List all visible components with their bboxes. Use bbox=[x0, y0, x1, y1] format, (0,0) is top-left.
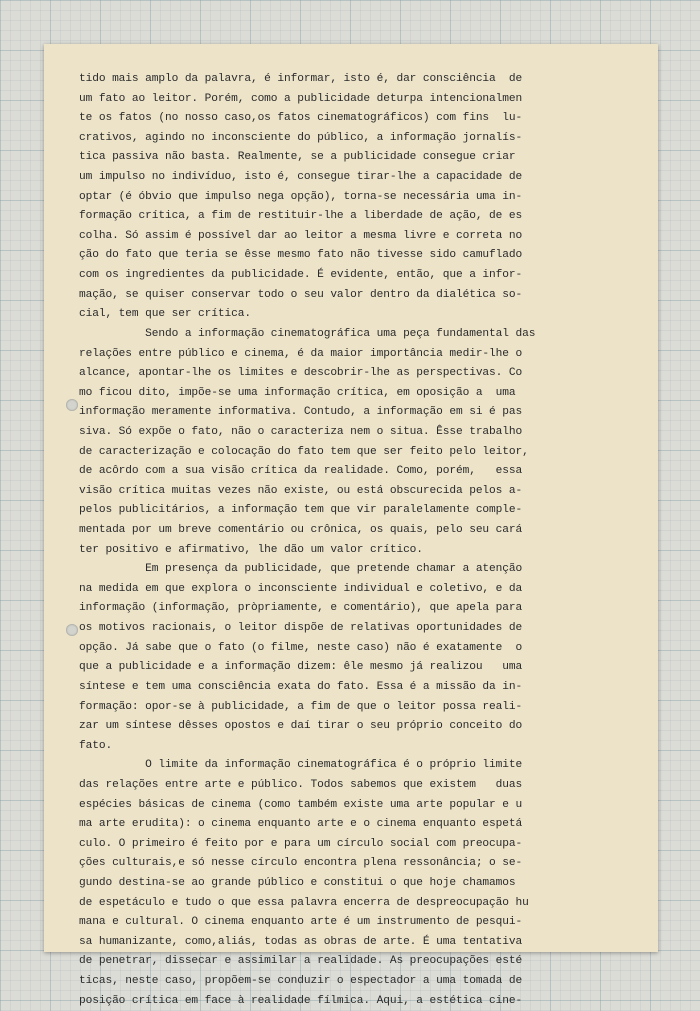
text-line: os motivos racionais, o leitor dispõe de relativas oportunidades de bbox=[79, 622, 523, 635]
text-line: informação (informação, pròpriamente, e comentário), que apela para bbox=[79, 602, 523, 615]
text-line: fato. bbox=[79, 739, 113, 752]
text-line: visão crítica muitas vezes não existe, ou está obscurecida pelos a- bbox=[79, 484, 523, 497]
text-line: mana e cultural. O cinema enquanto arte é um instrumento de pesqui- bbox=[79, 916, 523, 929]
text-line: te os fatos (no nosso caso,os fatos cinematográficos) com fins lu- bbox=[79, 112, 523, 125]
text-line: culo. O primeiro é feito por e para um círculo social com preocupa- bbox=[79, 837, 523, 850]
text-line: ção do fato que teria se êsse mesmo fato não tivesse sido camuflado bbox=[79, 249, 523, 262]
text-line: posição crítica em face à realidade fílmica. Aqui, a estética cine- bbox=[79, 994, 523, 1007]
text-line: Sendo a informação cinematográfica uma peça fundamental das bbox=[79, 327, 536, 340]
text-line: síntese e tem uma consciência exata do fato. Essa é a missão da in- bbox=[79, 680, 523, 693]
text-line: na medida em que explora o inconsciente individual e coletivo, e da bbox=[79, 582, 523, 595]
text-line: alcance, apontar-lhe os limites e descobrir-lhe as perspectivas. Co bbox=[79, 367, 523, 380]
text-line: zar um síntese dêsses opostos e daí tirar o seu próprio conceito do bbox=[79, 720, 523, 733]
text-line: gundo destina-se ao grande público e constitui o que hoje chamamos bbox=[79, 876, 516, 889]
text-line: opção. Já sabe que o fato (o filme, neste caso) não é exatamente o bbox=[79, 641, 523, 654]
text-line: Em presença da publicidade, que pretende chamar a atenção bbox=[79, 563, 523, 576]
punch-hole-bottom bbox=[66, 624, 78, 636]
text-line: que a publicidade e a informação dizem: êle mesmo já realizou uma bbox=[79, 661, 523, 674]
text-line: mo ficou dito, impõe-se uma informação crítica, em oposição a uma bbox=[79, 386, 516, 399]
text-line: cial, tem que ser crítica. bbox=[79, 308, 251, 321]
text-line: crativos, agindo no inconsciente do público, a informação jornalís- bbox=[79, 131, 523, 144]
text-line: das relações entre arte e público. Todos sabemos que existem duas bbox=[79, 778, 523, 791]
text-line: ticas, neste caso, propõem-se conduzir o espectador a uma tomada de bbox=[79, 975, 523, 988]
text-line: com os ingredientes da publicidade. É evidente, então, que a infor- bbox=[79, 269, 523, 282]
text-line: optar (é óbvio que impulso nega opção), torna-se necessária uma in- bbox=[79, 190, 523, 203]
text-line: um impulso no indivíduo, isto é, consegue tirar-lhe a capacidade de bbox=[79, 171, 523, 184]
text-line: de acôrdo com a sua visão crítica da realidade. Como, porém, essa bbox=[79, 465, 523, 478]
text-line: ma arte erudita): o cinema enquanto arte e o cinema enquanto espetá bbox=[79, 818, 523, 831]
text-line: de caracterização e colocação do fato tem que ser feito pelo leitor, bbox=[79, 445, 529, 458]
text-line: colha. Só assim é possível dar ao leitor a mesma livre e correta no bbox=[79, 229, 523, 242]
text-line: pelos publicitários, a informação tem que vir paralelamente comple- bbox=[79, 504, 523, 517]
text-line: sa humanizante, como,aliás, todas as obras de arte. É uma tentativa bbox=[79, 935, 523, 948]
text-line: informação meramente informativa. Contudo, a informação em si é pas bbox=[79, 406, 523, 419]
text-line: O limite da informação cinematográfica é o próprio limite bbox=[79, 759, 523, 772]
text-line: de espetáculo e tudo o que essa palavra encerra de despreocupação hu bbox=[79, 896, 529, 909]
text-line: de penetrar, dissecar e assimilar a realidade. As preocupações esté bbox=[79, 955, 523, 968]
punch-hole-top bbox=[66, 399, 78, 411]
text-line: ções culturais,e só nesse círculo encontra plena ressonância; o se- bbox=[79, 857, 523, 870]
text-line: siva. Só expõe o fato, não o caracteriza nem o situa. Êsse trabalho bbox=[79, 425, 523, 438]
text-line: formação: opor-se à publicidade, a fim de que o leitor possa reali- bbox=[79, 700, 523, 713]
body-text bbox=[79, 70, 639, 1011]
text-line: tido mais amplo da palavra, é informar, isto é, dar consciência de bbox=[79, 73, 523, 85]
text-line: mação, se quiser conservar todo o seu valor dentro da dialética so- bbox=[79, 288, 523, 301]
text-line: mentada por um breve comentário ou crônica, os quais, pelo seu cará bbox=[79, 524, 523, 537]
text-line: espécies básicas de cinema (como também existe uma arte popular e u bbox=[79, 798, 523, 811]
text-line: ter positivo e afirmativo, lhe dão um valor crítico. bbox=[79, 543, 423, 556]
text-line: tica passiva não basta. Realmente, se a publicidade consegue criar bbox=[79, 151, 516, 164]
text-line: formação crítica, a fim de restituir-lhe a liberdade de ação, de es bbox=[79, 210, 523, 223]
text-line: um fato ao leitor. Porém, como a publicidade deturpa intencionalmen bbox=[79, 92, 523, 105]
typewritten-page bbox=[44, 44, 658, 1007]
text-line: relações entre público e cinema, é da maior importância medir-lhe o bbox=[79, 347, 523, 360]
